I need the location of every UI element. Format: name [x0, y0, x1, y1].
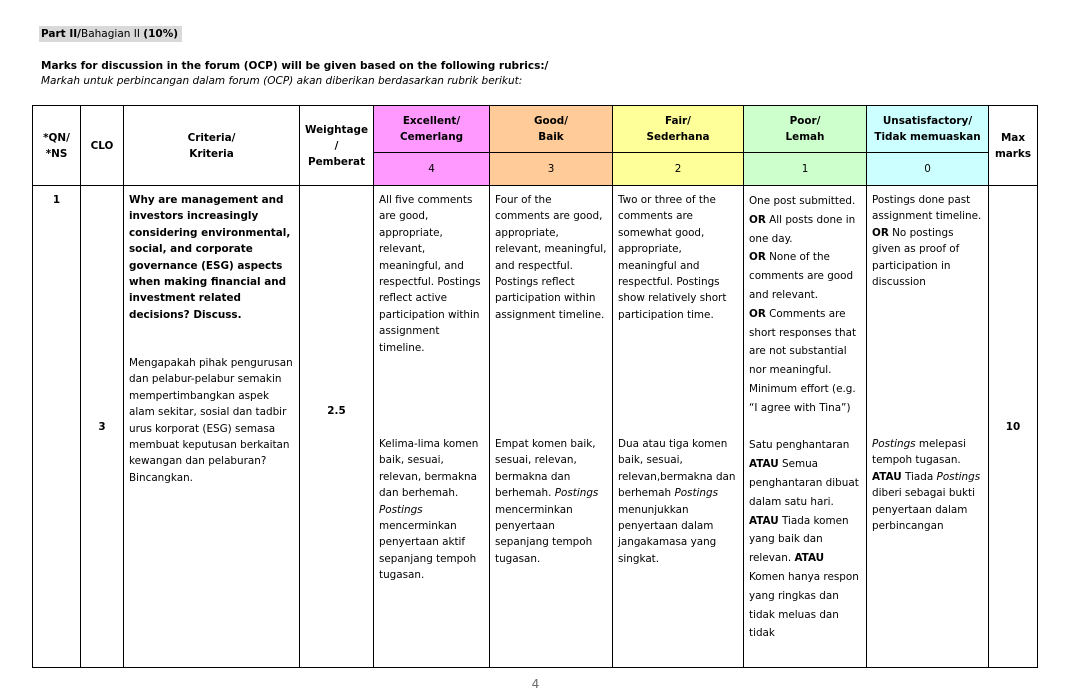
- score-fair: 2: [613, 153, 744, 186]
- rubric-table: [32, 105, 1038, 668]
- criteria-english: Why are management and investors increasingly considering environmental, social, and corporate governance (ESG) aspects when making financial and investment related decisions? Discuss.: [129, 194, 291, 321]
- header-good: Good/ Baik: [490, 106, 613, 153]
- unsatisfactory-malay: Postings melepasi tempoh tugasan. ATAU Tiada Postings diberi sebagai bukti penyertaan dalam perbincangan: [872, 438, 981, 533]
- cell-weightage: [300, 186, 374, 668]
- cell-good: [490, 186, 613, 668]
- weightage-value: 2.5: [327, 405, 346, 417]
- header-clo: CLO: [81, 106, 124, 186]
- fair-malay: Dua atau tiga komen baik, sesuai, relevan,bermakna dan berhemah Postings menunjukkan penyertaan dalam jangakamasa yang singkat.: [618, 438, 736, 565]
- score-unsatisfactory: 0: [867, 153, 989, 186]
- header-unsatisfactory: Unsatisfactory/ Tidak memuaskan: [867, 106, 989, 153]
- good-english: Four of the comments are good, appropriate, relevant, meaningful, and respectful. Postings reflect participation within assignment timeline.: [495, 194, 607, 321]
- header-excellent: Excellent/ Cemerlang: [374, 106, 490, 153]
- intro-malay: Markah untuk perbincangan dalam forum (OCP) akan diberikan berdasarkan rubrik berikut:: [41, 75, 523, 87]
- fair-english: Two or three of the comments are somewhat good, appropriate, meaningful and respectful. Postings show relatively short participation time.: [618, 194, 727, 321]
- header-weightage: Weightage / Pemberat: [300, 106, 374, 186]
- intro-text: [41, 59, 548, 89]
- cell-qn: [33, 186, 81, 668]
- excellent-english: All five comments are good, appropriate, relevant, meaningful, and respectful. Postings reflect active participation within assignment timeline.: [379, 194, 481, 354]
- poor-text: One post submitted. OR All posts done in one day. OR None of the comments are good and relevant. OR Comments are short responses that are not substantial nor meaningful. Minimum effort (e.g. “I agree with Tina”) Satu penghantaran ATAU Semua penghantaran dibuat dalam satu hari. ATAU Tiada komen yang baik dan relevan. ATAU Komen hanya respon yang ringkas dan tidak meluas dan tidak: [749, 195, 859, 640]
- cell-poor: [744, 186, 867, 668]
- cell-excellent: [374, 186, 490, 668]
- score-good: 3: [490, 153, 613, 186]
- header-criteria: Criteria/ Kriteria: [124, 106, 300, 186]
- good-malay: Empat komen baik, sesuai, relevan, bermakna dan berhemah. Postings mencerminkan penyertaan sepanjang tempoh tugasan.: [495, 438, 599, 565]
- excellent-malay: Kelima-lima komen baik, sesuai, relevan, bermakna dan berhemah. Postings mencerminkan penyertaan aktif sepanjang tempoh tugasan.: [379, 438, 479, 582]
- header-fair: Fair/ Sederhana: [613, 106, 744, 153]
- intro-english: Marks for discussion in the forum (OCP) will be given based on the following rubrics:/: [41, 60, 549, 72]
- max-marks-value: 10: [1005, 421, 1021, 433]
- unsatisfactory-english: Postings done past assignment timeline. OR No postings given as proof of participation in discussion: [872, 194, 982, 289]
- cell-fair: [613, 186, 744, 668]
- page-number: 4: [531, 677, 540, 691]
- header-poor: Poor/ Lemah: [744, 106, 867, 153]
- header-qn: *QN/ *NS: [33, 106, 81, 186]
- cell-unsatisfactory: [867, 186, 989, 668]
- criteria-malay: Mengapakah pihak pengurusan dan pelabur-pelabur semakin mempertimbangkan aspek alam sekitar, sosial dan tadbir urus korporat (ESG) semasa membuat keputusan berkaitan kewangan dan pelaburan? Bincangkan.: [129, 357, 293, 484]
- clo-value: 3: [98, 421, 106, 433]
- score-excellent: 4: [374, 153, 490, 186]
- cell-max-marks: [989, 186, 1038, 668]
- cell-clo: [81, 186, 124, 668]
- part-title: Part II/Bahagian II (10%): [39, 26, 182, 42]
- header-max-marks: Max marks: [989, 106, 1038, 186]
- score-poor: 1: [744, 153, 867, 186]
- cell-criteria: [124, 186, 300, 668]
- qn-value: 1: [52, 194, 61, 206]
